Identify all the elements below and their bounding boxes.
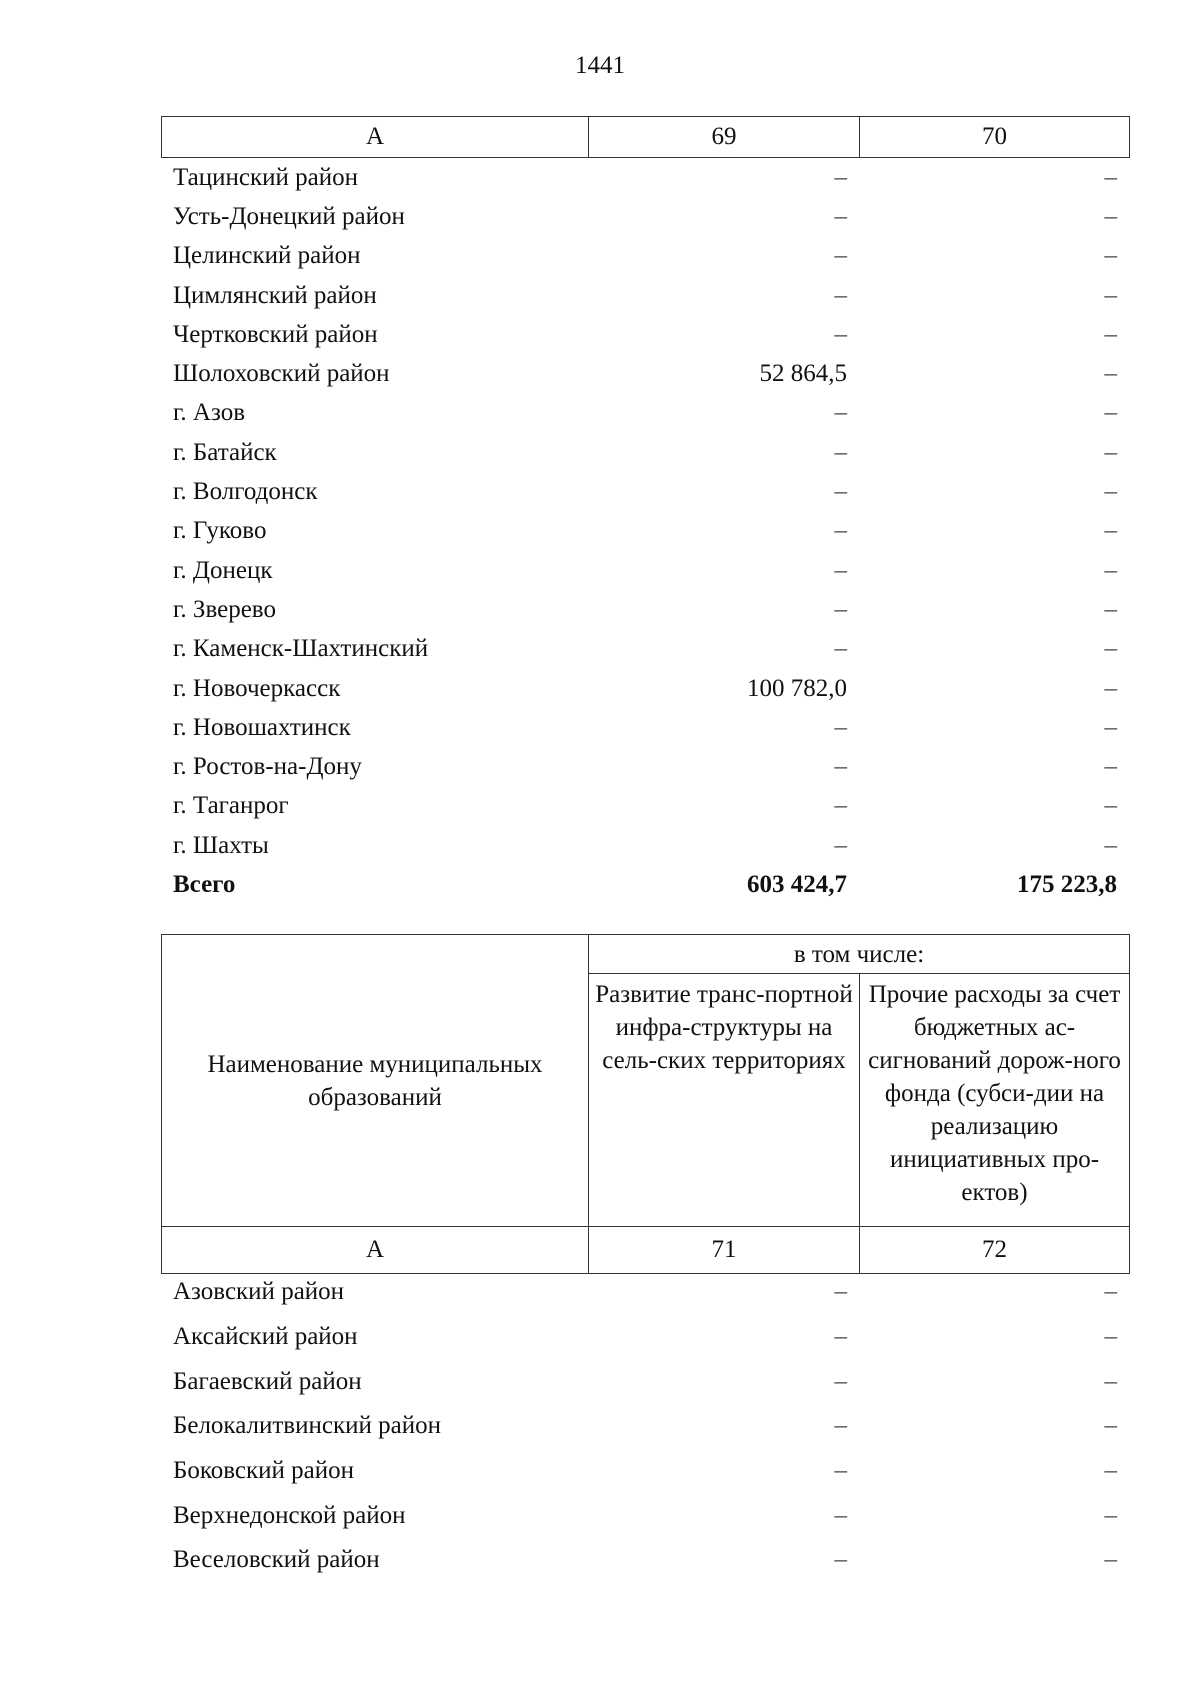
value-c69: –	[834, 713, 847, 741]
value-c70: –	[1104, 792, 1117, 820]
table-row	[161, 747, 1129, 786]
value-c72: –	[1104, 1546, 1117, 1574]
value-c72: –	[1104, 1412, 1117, 1440]
table-row	[161, 472, 1129, 511]
value-c69: –	[834, 320, 847, 348]
municipality-name: г. Каменск-Шахтинский	[173, 635, 429, 663]
value-c70: –	[1104, 635, 1117, 663]
value-c70: –	[1104, 281, 1117, 309]
table1-total-row	[161, 865, 1129, 904]
table2-body	[161, 1270, 1129, 1583]
total-label: Всего	[173, 870, 236, 898]
table-row	[161, 1538, 1129, 1583]
municipality-name: г. Гуково	[173, 517, 267, 545]
municipality-name: г. Шахты	[173, 831, 269, 859]
value-c70: –	[1104, 242, 1117, 270]
value-c69: 52 864,5	[759, 360, 847, 388]
table2-col72-header: Прочие расходы за счет бюджетных ас-сигнований дорож-ного фонда (субси-дии на реализацию инициативных про-ектов)	[860, 974, 1130, 1227]
value-c72: –	[1104, 1323, 1117, 1351]
value-c70: –	[1104, 320, 1117, 348]
table1-header-col-69: 69	[589, 117, 860, 158]
value-c71: –	[834, 1412, 847, 1440]
value-c69: –	[834, 753, 847, 781]
table1-header-col-a: А	[162, 117, 589, 158]
total-value-69: 603 424,7	[747, 870, 847, 898]
value-c69: –	[834, 163, 847, 191]
value-c70: –	[1104, 202, 1117, 230]
municipality-name: Чертковский район	[173, 320, 378, 348]
value-c70: –	[1104, 478, 1117, 506]
table-row	[161, 1404, 1129, 1449]
municipality-name: г. Ростов-на-Дону	[173, 753, 362, 781]
municipality-name: Багаевский район	[173, 1367, 362, 1395]
page-number: 1441	[575, 52, 625, 79]
value-c70: –	[1104, 831, 1117, 859]
table2-col-71: 71	[589, 1227, 860, 1274]
value-c72: –	[1104, 1278, 1117, 1306]
table-row	[161, 1359, 1129, 1404]
municipality-name: Верхнедонской район	[173, 1501, 406, 1529]
table2-col-72: 72	[860, 1227, 1130, 1274]
value-c70: –	[1104, 360, 1117, 388]
table-row	[161, 590, 1129, 629]
value-c71: –	[834, 1457, 847, 1485]
value-c69: –	[834, 281, 847, 309]
table2-header	[161, 934, 1130, 1274]
municipality-name: г. Новошахтинск	[173, 713, 351, 741]
municipality-name: Азовский район	[173, 1278, 345, 1306]
municipality-name: Боковский район	[173, 1457, 354, 1485]
municipality-name: Аксайский район	[173, 1323, 358, 1351]
table-row	[161, 787, 1129, 826]
value-c70: –	[1104, 556, 1117, 584]
table-row	[161, 1449, 1129, 1494]
value-c69: –	[834, 635, 847, 663]
table-row	[161, 669, 1129, 708]
table-row	[161, 197, 1129, 236]
table1-header	[161, 116, 1130, 158]
table-row	[161, 433, 1129, 472]
table1-header-col-70: 70	[860, 117, 1130, 158]
value-c69: –	[834, 202, 847, 230]
value-c70: –	[1104, 438, 1117, 466]
value-c69: –	[834, 792, 847, 820]
municipality-name: Тацинский район	[173, 163, 358, 191]
table-row	[161, 1270, 1129, 1315]
value-c70: –	[1104, 713, 1117, 741]
municipality-name: Шолоховский район	[173, 360, 390, 388]
value-c69: –	[834, 831, 847, 859]
municipality-name: г. Батайск	[173, 438, 277, 466]
table-row	[161, 551, 1129, 590]
value-c69: –	[834, 517, 847, 545]
table2-name-header: Наименование муниципальных образований	[162, 935, 589, 1227]
municipality-name: г. Донецк	[173, 556, 273, 584]
table-row	[161, 394, 1129, 433]
municipality-name: г. Азов	[173, 399, 246, 427]
value-c69: –	[834, 438, 847, 466]
value-c71: –	[834, 1501, 847, 1529]
municipality-name: г. Зверево	[173, 595, 276, 623]
municipality-name: Цимлянский район	[173, 281, 377, 309]
value-c69: –	[834, 556, 847, 584]
value-c69: –	[834, 242, 847, 270]
table-row	[161, 237, 1129, 276]
value-c69: 100 782,0	[747, 674, 847, 702]
value-c70: –	[1104, 753, 1117, 781]
value-c70: –	[1104, 595, 1117, 623]
municipality-name: Целинский район	[173, 242, 361, 270]
value-c70: –	[1104, 399, 1117, 427]
value-c69: –	[834, 399, 847, 427]
value-c72: –	[1104, 1501, 1117, 1529]
value-c72: –	[1104, 1367, 1117, 1395]
table-row	[161, 1493, 1129, 1538]
table2-group-header: в том числе:	[589, 935, 1130, 974]
table-row	[161, 826, 1129, 865]
value-c72: –	[1104, 1457, 1117, 1485]
value-c70: –	[1104, 163, 1117, 191]
municipality-name: Веселовский район	[173, 1546, 380, 1574]
total-value-70: 175 223,8	[1017, 870, 1117, 898]
municipality-name: Усть-Донецкий район	[173, 202, 405, 230]
municipality-name: г. Новочеркасск	[173, 674, 341, 702]
table-row	[161, 708, 1129, 747]
municipality-name: г. Таганрог	[173, 792, 289, 820]
municipality-name: г. Волгодонск	[173, 478, 318, 506]
value-c71: –	[834, 1546, 847, 1574]
table1-body	[161, 158, 1129, 905]
table-row	[161, 315, 1129, 354]
table-row	[161, 354, 1129, 393]
value-c70: –	[1104, 674, 1117, 702]
table-row	[161, 158, 1129, 197]
value-c69: –	[834, 478, 847, 506]
value-c70: –	[1104, 517, 1117, 545]
value-c71: –	[834, 1278, 847, 1306]
table-row	[161, 1315, 1129, 1360]
value-c69: –	[834, 595, 847, 623]
value-c71: –	[834, 1323, 847, 1351]
table-row	[161, 630, 1129, 669]
municipality-name: Белокалитвинский район	[173, 1412, 441, 1440]
table2-col-a: А	[162, 1227, 589, 1274]
table-row	[161, 276, 1129, 315]
value-c71: –	[834, 1367, 847, 1395]
table-row	[161, 512, 1129, 551]
table2-col71-header: Развитие транс-портной инфра-структуры на сель-ских территориях	[589, 974, 860, 1227]
